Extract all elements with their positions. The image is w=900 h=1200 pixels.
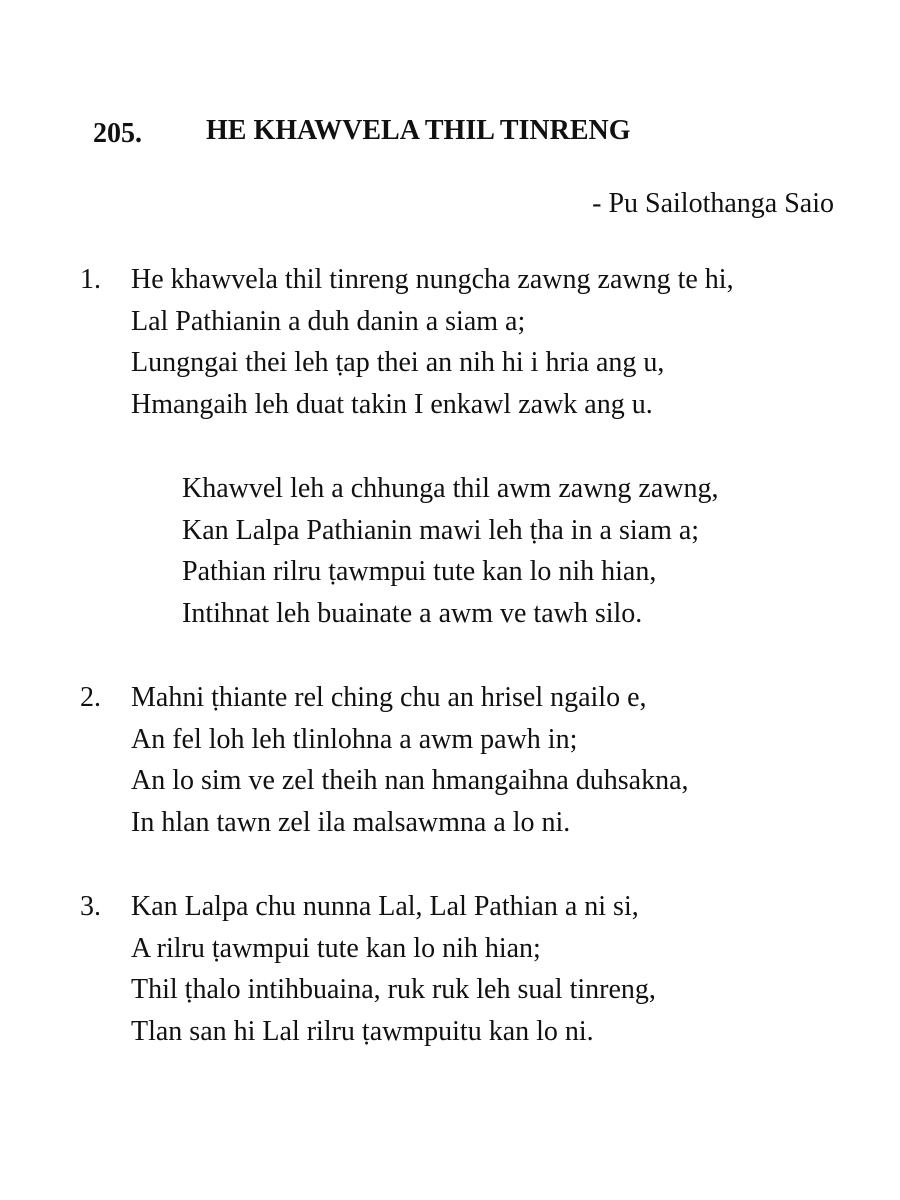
- verse-lines: [131, 677, 689, 843]
- verse-line: In hlan tawn zel ila malsawmna a lo ni.: [131, 806, 571, 838]
- verse-line: Kan Lalpa chu nunna Lal, Lal Pathian a ni si,: [131, 891, 639, 922]
- verse-line: A rilru ṭawmpui tute kan lo nih hian;: [131, 932, 541, 964]
- hymn-author: - Pu Sailothanga Saio: [592, 188, 834, 219]
- verse-lines: [131, 886, 656, 1052]
- verse-line: Hmangaih leh duat takin I enkawl zawk ang u.: [131, 388, 653, 420]
- verse-lines: [131, 259, 734, 425]
- verse-line: He khawvela thil tinreng nungcha zawng zawng te hi,: [131, 264, 734, 295]
- verse-line: Thil ṭhalo intihbuaina, ruk ruk leh sual tinreng,: [131, 974, 656, 1005]
- verse-line: Lungngai thei leh ṭap thei an nih hi i hria ang u,: [131, 347, 665, 378]
- verse-line: An fel loh leh tlinlohna a awm pawh in;: [131, 723, 578, 755]
- chorus-line: Kan Lalpa Pathianin mawi leh ṭha in a siam a;: [182, 514, 700, 546]
- verse-number: 1.: [80, 264, 101, 295]
- verse-line: Lal Pathianin a duh danin a siam a;: [131, 305, 526, 337]
- verse-line: An lo sim ve zel theih nan hmangaihna duhsakna,: [131, 765, 689, 796]
- verse-line: Tlan san hi Lal rilru ṭawmpuitu kan lo ni.: [131, 1015, 594, 1047]
- verse-line: Mahni ṭhiante rel ching chu an hrisel ngailo e,: [131, 682, 647, 713]
- verse-number: 3.: [80, 891, 101, 922]
- hymn-number: 205.: [93, 118, 142, 149]
- chorus-line: Pathian rilru ṭawmpui tute kan lo nih hian,: [182, 556, 657, 587]
- chorus-line: Intihnat leh buainate a awm ve tawh silo.: [182, 597, 643, 629]
- hymn-title: HE KHAWVELA THIL TINRENG: [206, 115, 631, 146]
- chorus-line: Khawvel leh a chhunga thil awm zawng zawng,: [182, 473, 719, 504]
- chorus-lines: [182, 468, 718, 634]
- verse-number: 2.: [80, 682, 101, 713]
